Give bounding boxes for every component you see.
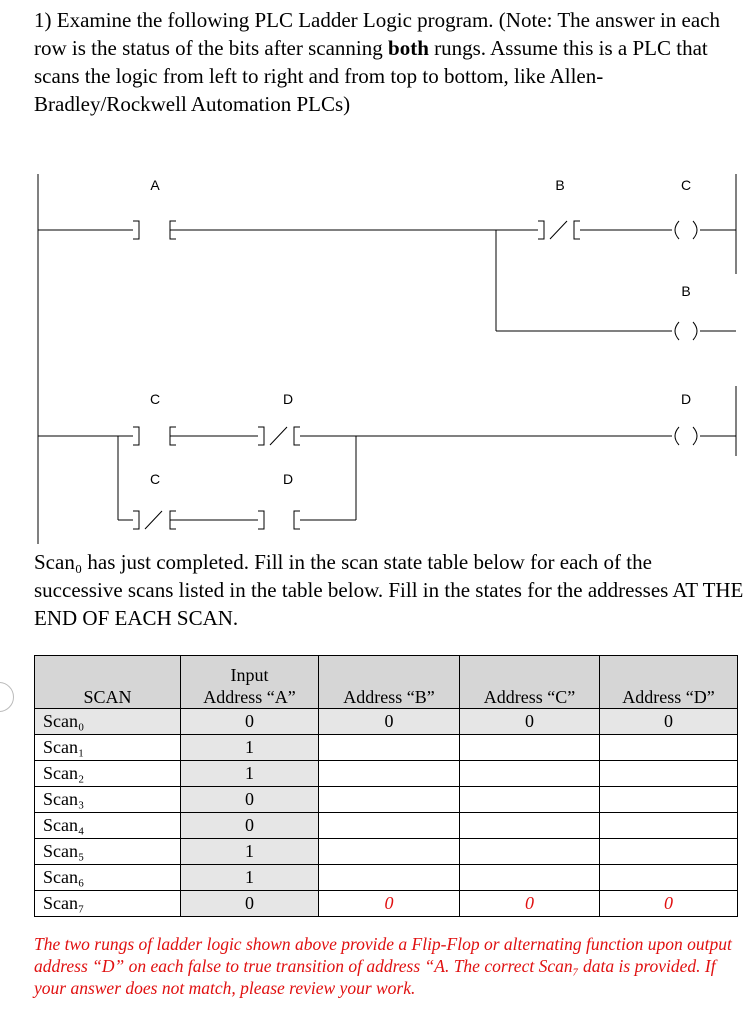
scan-cell: Scan₄ [35,813,181,839]
question-text [34,6,734,118]
address-a-cell: 0 [181,813,319,839]
address-d-cell[interactable] [600,839,738,865]
question-prefix: 1) Examine the following PLC Ladder Logic program. (Note: The answer in each row is the status of the bits after scanning [34,8,720,60]
scan-cell: Scan₁ [35,735,181,761]
address-d-cell[interactable] [600,865,738,891]
question-suffix: rungs. Assume this is a PLC that scans the logic from left to right and from top to bottom, like Allen-Bradley/Rockwell Automation PLCs) [34,36,708,116]
branch-c-label: C [149,471,161,487]
contact-c-label: C [149,391,161,407]
contact-b-label: B [555,177,565,193]
ladder-diagram [0,166,748,544]
header-address-d: Address “D” [600,656,738,709]
question-bold: both [388,36,429,60]
header-input-line2: Address “A” [203,687,296,707]
address-c-cell: 0 [460,709,600,735]
contact-d-nc-symbol [258,427,300,445]
address-c-cell[interactable] [460,865,600,891]
contact-c-symbol [133,427,176,445]
address-c-cell: 0 [460,891,600,917]
coil-c-label: C [680,177,692,193]
address-d-cell: 0 [600,891,738,917]
header-address-a [181,656,319,709]
scan-cell: Scan₂ [35,761,181,787]
address-c-cell[interactable] [460,787,600,813]
red-note: The two rungs of ladder logic shown above provide a Flip-Flop or alternating function upon output address “D” on each false to true transition of address “A. The correct Scan₇ data is provided. If your answer does not match, please review your work. [34,934,732,998]
address-a-cell: 1 [181,735,319,761]
address-d-cell[interactable] [600,735,738,761]
table-row [35,891,738,917]
table-row [35,761,738,787]
address-c-cell[interactable] [460,761,600,787]
coil-c-symbol [675,221,697,239]
address-b-cell[interactable] [319,735,460,761]
branch-d-label: D [282,471,294,487]
header-scan: SCAN [35,656,181,709]
branch-contact-c-nc-symbol [133,511,176,529]
scan-state-table [34,655,738,917]
coil-b-label: B [681,283,691,299]
scan-cell: Scan₇ [35,891,181,917]
contact-a-label: A [150,177,160,193]
address-b-cell: 0 [319,709,460,735]
address-b-cell[interactable] [319,865,460,891]
contact-d-label: D [282,391,294,407]
address-b-cell[interactable] [319,761,460,787]
address-d-cell: 0 [600,709,738,735]
table-row [35,813,738,839]
address-c-cell[interactable] [460,839,600,865]
header-address-b: Address “B” [319,656,460,709]
coil-b-symbol [675,322,697,340]
address-c-cell[interactable] [460,813,600,839]
table-row [35,839,738,865]
contact-a-symbol [133,221,176,239]
scan-cell: Scan₃ [35,787,181,813]
address-a-cell: 0 [181,709,319,735]
address-a-cell: 1 [181,865,319,891]
table-row [35,709,738,735]
header-address-c: Address “C” [460,656,600,709]
address-b-cell: 0 [319,891,460,917]
address-b-cell[interactable] [319,813,460,839]
address-d-cell[interactable] [600,761,738,787]
branch-contact-d-symbol [258,511,300,529]
table-row [35,865,738,891]
address-c-cell[interactable] [460,735,600,761]
address-a-cell: 1 [181,761,319,787]
table-row [35,787,738,813]
address-d-cell[interactable] [600,813,738,839]
table-row [35,735,738,761]
scan-cell: Scan₅ [35,839,181,865]
coil-d-label: D [680,391,692,407]
scan-cell: Scan₀ [35,709,181,735]
header-input-line1: Input [230,665,269,685]
edge-circle-icon [0,682,14,712]
table-header-row [35,656,738,709]
address-b-cell[interactable] [319,839,460,865]
address-a-cell: 0 [181,891,319,917]
address-d-cell[interactable] [600,787,738,813]
contact-b-nc-symbol [538,221,580,239]
scan-cell: Scan₆ [35,865,181,891]
address-a-cell: 1 [181,839,319,865]
instructions-text: Scan₀ has just completed. Fill in the scan state table below for each of the successive scans listed in the table below. Fill in the states for the addresses AT THE END OF EACH SCAN. [34,550,744,630]
address-a-cell: 0 [181,787,319,813]
address-b-cell[interactable] [319,787,460,813]
coil-d-symbol [675,427,697,445]
